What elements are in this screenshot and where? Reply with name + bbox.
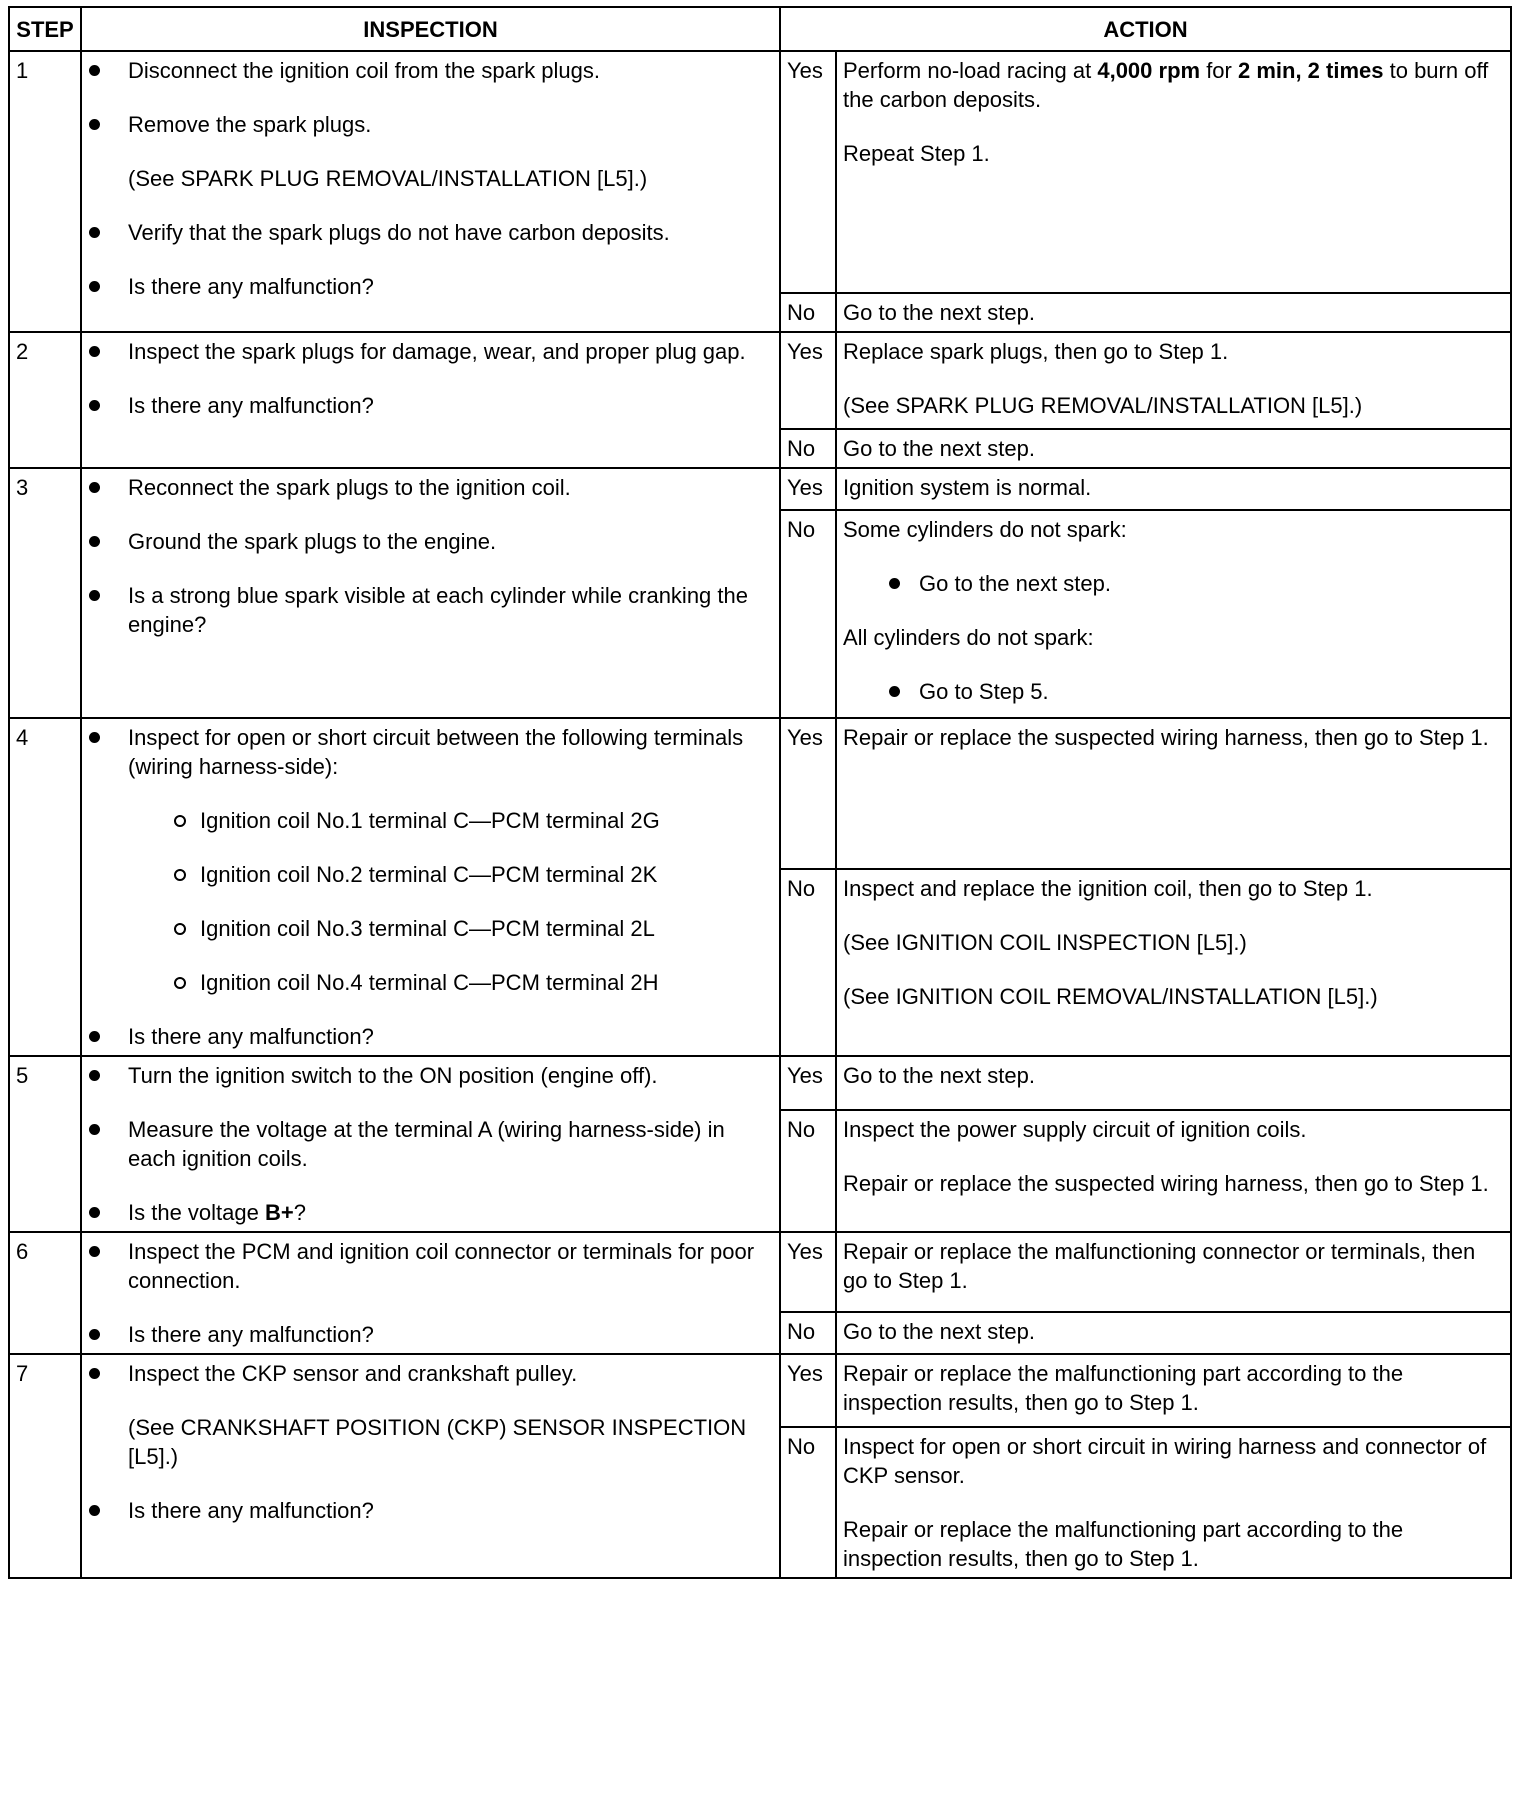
inspection-question: Is the voltage B+? bbox=[88, 1198, 773, 1227]
step-row-3 bbox=[9, 468, 1511, 510]
step-number: 2 bbox=[9, 332, 81, 468]
inspection-item: Inspect the PCM and ignition coil connector or terminals for poor connection. bbox=[88, 1237, 773, 1295]
no-label: No bbox=[780, 1427, 836, 1578]
inspection-item: Verify that the spark plugs do not have carbon deposits. bbox=[88, 218, 773, 247]
yes-label: Yes bbox=[780, 718, 836, 869]
inspection-item: Disconnect the ignition coil from the spark plugs. bbox=[88, 56, 773, 85]
step-number: 5 bbox=[9, 1056, 81, 1232]
yes-label: Yes bbox=[780, 1056, 836, 1110]
no-action: Go to the next step. bbox=[836, 1312, 1511, 1354]
step-row-6 bbox=[9, 1232, 1511, 1312]
step-number: 4 bbox=[9, 718, 81, 1056]
inspection-cell bbox=[81, 332, 780, 468]
step-number: 6 bbox=[9, 1232, 81, 1354]
no-label: No bbox=[780, 1110, 836, 1232]
step-row-2 bbox=[9, 332, 1511, 429]
inspection-question: Is there any malfunction? bbox=[88, 272, 773, 301]
inspection-item: Ground the spark plugs to the engine. bbox=[88, 527, 773, 556]
inspection-column-header: INSPECTION bbox=[81, 7, 780, 51]
step-row-4 bbox=[9, 718, 1511, 869]
no-action: Inspect for open or short circuit in wiring harness and connector of CKP sensor. Repair or replace the malfunctioning part according to the inspection results, then go to Step 1. bbox=[836, 1427, 1511, 1578]
troubleshooting-table bbox=[8, 6, 1512, 1579]
step-row-5 bbox=[9, 1056, 1511, 1110]
inspection-question: Is there any malfunction? bbox=[88, 1496, 773, 1525]
no-action: Go to the next step. bbox=[836, 293, 1511, 332]
reference-note: (See SPARK PLUG REMOVAL/INSTALLATION [L5].) bbox=[128, 166, 648, 191]
no-action: Some cylinders do not spark: Go to the next step. All cylinders do not spark: Go to Step 5. bbox=[836, 510, 1511, 718]
inspection-item: Inspect for open or short circuit between the following terminals (wiring harness-side): Ignition coil No.1 terminal C—PCM terminal 2G Ignition coil No.2 terminal C—PCM terminal 2K Ignition coil No.3 terminal C—PCM terminal 2L Ignition coil No.4 terminal C—PCM terminal 2H bbox=[88, 723, 773, 997]
reference-note: (See CRANKSHAFT POSITION (CKP) SENSOR INSPECTION [L5].) bbox=[128, 1415, 747, 1469]
inspection-item: Inspect the spark plugs for damage, wear, and proper plug gap. bbox=[88, 337, 773, 366]
step-row-7 bbox=[9, 1354, 1511, 1427]
terminal-item: Ignition coil No.4 terminal C—PCM terminal 2H bbox=[128, 968, 773, 997]
inspection-question: Is a strong blue spark visible at each cylinder while cranking the engine? bbox=[88, 581, 773, 639]
yes-action: Replace spark plugs, then go to Step 1. (See SPARK PLUG REMOVAL/INSTALLATION [L5].) bbox=[836, 332, 1511, 429]
inspection-item: Remove the spark plugs. (See SPARK PLUG REMOVAL/INSTALLATION [L5].) bbox=[88, 110, 773, 193]
inspection-cell bbox=[81, 1232, 780, 1354]
no-label: No bbox=[780, 1312, 836, 1354]
inspection-question: Is there any malfunction? bbox=[88, 1320, 773, 1349]
inspection-cell bbox=[81, 51, 780, 332]
action-item: Go to the next step. bbox=[843, 569, 1504, 598]
terminal-item: Ignition coil No.3 terminal C—PCM terminal 2L bbox=[128, 914, 773, 943]
inspection-question: Is there any malfunction? bbox=[88, 391, 773, 420]
yes-label: Yes bbox=[780, 51, 836, 293]
inspection-question: Is there any malfunction? bbox=[88, 1022, 773, 1051]
inspection-cell bbox=[81, 1354, 780, 1578]
yes-label: Yes bbox=[780, 1354, 836, 1427]
no-label: No bbox=[780, 510, 836, 718]
no-label: No bbox=[780, 429, 836, 468]
terminal-item: Ignition coil No.2 terminal C—PCM terminal 2K bbox=[128, 860, 773, 889]
yes-label: Yes bbox=[780, 332, 836, 429]
yes-action: Repair or replace the malfunctioning connector or terminals, then go to Step 1. bbox=[836, 1232, 1511, 1312]
yes-action: Repair or replace the malfunctioning part according to the inspection results, then go to Step 1. bbox=[836, 1354, 1511, 1427]
inspection-item: Reconnect the spark plugs to the ignition coil. bbox=[88, 473, 773, 502]
inspection-cell bbox=[81, 468, 780, 718]
action-item: Go to Step 5. bbox=[843, 677, 1504, 706]
no-action: Go to the next step. bbox=[836, 429, 1511, 468]
no-action: Inspect the power supply circuit of ignition coils. Repair or replace the suspected wiring harness, then go to Step 1. bbox=[836, 1110, 1511, 1232]
no-action: Inspect and replace the ignition coil, then go to Step 1. (See IGNITION COIL INSPECTION [L5].) (See IGNITION COIL REMOVAL/INSTALLATION [L5].) bbox=[836, 869, 1511, 1056]
inspection-item: Inspect the CKP sensor and crankshaft pulley. (See CRANKSHAFT POSITION (CKP) SENSOR INSPECTION [L5].) bbox=[88, 1359, 773, 1471]
terminal-item: Ignition coil No.1 terminal C—PCM terminal 2G bbox=[128, 806, 773, 835]
no-label: No bbox=[780, 293, 836, 332]
inspection-item: Measure the voltage at the terminal A (wiring harness-side) in each ignition coils. bbox=[88, 1115, 773, 1173]
action-column-header: ACTION bbox=[780, 7, 1511, 51]
terminal-list bbox=[128, 806, 773, 997]
step-number: 7 bbox=[9, 1354, 81, 1578]
yes-label: Yes bbox=[780, 1232, 836, 1312]
step-row-1 bbox=[9, 51, 1511, 293]
step-number: 1 bbox=[9, 51, 81, 332]
header-row bbox=[9, 7, 1511, 51]
yes-label: Yes bbox=[780, 468, 836, 510]
yes-action: Go to the next step. bbox=[836, 1056, 1511, 1110]
yes-action: Perform no-load racing at 4,000 rpm for 2 min, 2 times to burn off the carbon deposits. Repeat Step 1. bbox=[836, 51, 1511, 293]
no-label: No bbox=[780, 869, 836, 1056]
step-column-header: STEP bbox=[9, 7, 81, 51]
inspection-item: Turn the ignition switch to the ON position (engine off). bbox=[88, 1061, 773, 1090]
inspection-cell bbox=[81, 718, 780, 1056]
inspection-cell bbox=[81, 1056, 780, 1232]
step-number: 3 bbox=[9, 468, 81, 718]
yes-action: Ignition system is normal. bbox=[836, 468, 1511, 510]
yes-action: Repair or replace the suspected wiring harness, then go to Step 1. bbox=[836, 718, 1511, 869]
